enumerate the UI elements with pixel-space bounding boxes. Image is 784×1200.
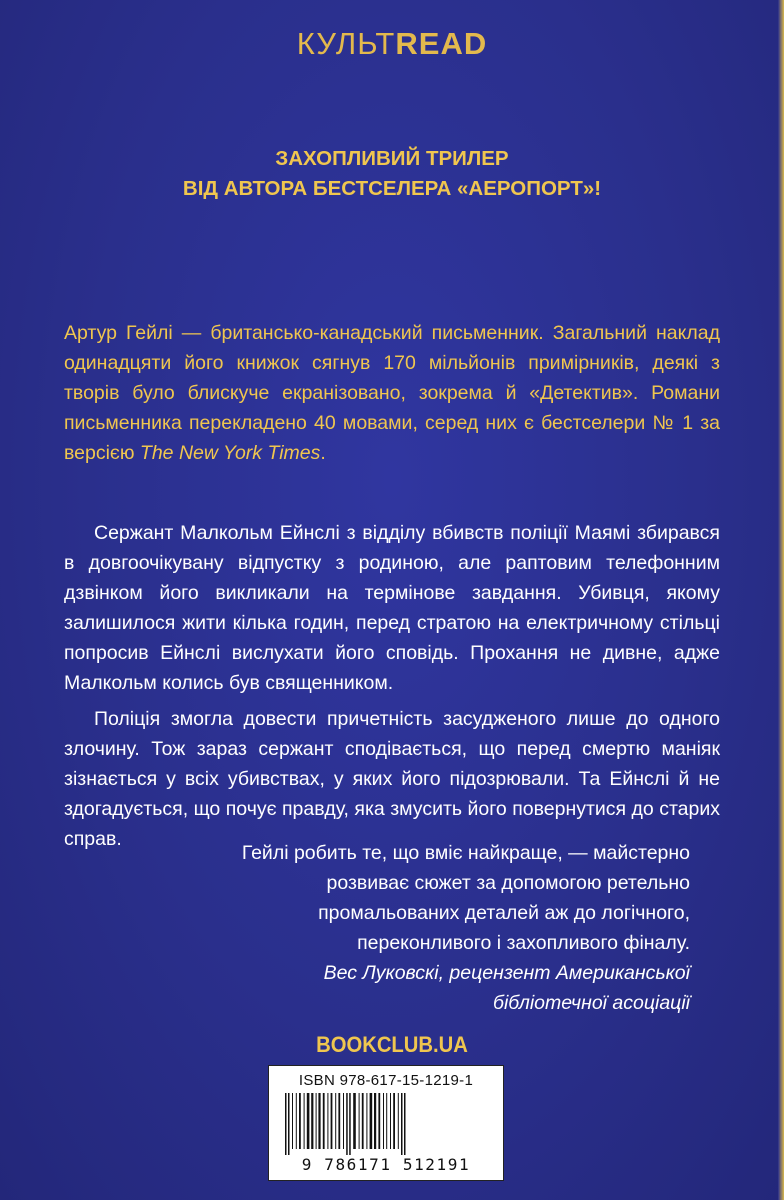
- quote-author-line-1: Вес Луковскі, рецензент Американської: [323, 962, 690, 984]
- description-paragraph-2: Поліція змогла довести причетність засудженого лише до одного злочину. Тож зараз сержант сподівається, що перед смертю маніяк зізнається у всіх убивствах, у яких його підозрювали. Та Ейнслі й не здогадується, що почує правду, яка змусить його повернутися до старих справ.: [64, 708, 720, 850]
- barcode-digits: 9 786171 512191: [301, 1155, 471, 1174]
- isbn-label: ISBN 978-617-15-1219-1: [298, 1072, 474, 1089]
- barcode-icon: [283, 1093, 489, 1155]
- series-logo-part2: READ: [395, 26, 488, 61]
- isbn-barcode: [268, 1065, 504, 1181]
- author-bio: [64, 318, 720, 468]
- author-bio-end: .: [320, 442, 326, 464]
- description-paragraph-1: Сержант Малкольм Ейнслі з відділу вбивств поліції Маямі збирався в довгоочікувану відпустку з родиною, але раптовим телефонним дзвінком його викликали на термінове завдання. Убивця, якому залишилося жити кілька годин, перед стратою на електричному стільці попросив Ейнслі вислухати його сповідь. Прохання не дивне, адже Малкольм колись був священником.: [64, 522, 720, 694]
- review-quote: [130, 838, 690, 1018]
- publisher-website: BOOKCLUB.UA: [316, 1032, 468, 1057]
- tagline: [0, 144, 784, 204]
- quote-line-4: переконливого і захопливого фіналу.: [357, 932, 690, 954]
- quote-line-1: Гейлі робить те, що вміє найкраще, — майстерно: [241, 842, 690, 864]
- tagline-line2: ВІД АВТОРА БЕСТСЕЛЕРА «АЕРОПОРТ»!: [182, 177, 602, 200]
- tagline-line1: ЗАХОПЛИВИЙ ТРИЛЕР: [275, 147, 509, 170]
- book-description: [64, 518, 720, 854]
- quote-author-line-2: бібліотечної асоціації: [492, 992, 690, 1014]
- series-logo-part1: КУЛЬТ: [296, 26, 396, 61]
- quote-line-2: розвиває сюжет за допомогою ретельно: [326, 872, 690, 894]
- series-logo: [0, 26, 784, 62]
- quote-line-3: промальованих деталей аж до логічного,: [318, 902, 690, 924]
- author-bio-text: Артур Гейлі — британсько-канадський письменник. Загальний наклад одинадцяти його книжок сягнув 170 мільйонів примірників, деякі з творів було блискуче екранізовано, зокрема й «Детектив». Романи письменника перекладено 40 мовами, серед них є бестселери № 1 за версією: [64, 322, 720, 464]
- nyt-reference: The New York Times: [139, 442, 321, 464]
